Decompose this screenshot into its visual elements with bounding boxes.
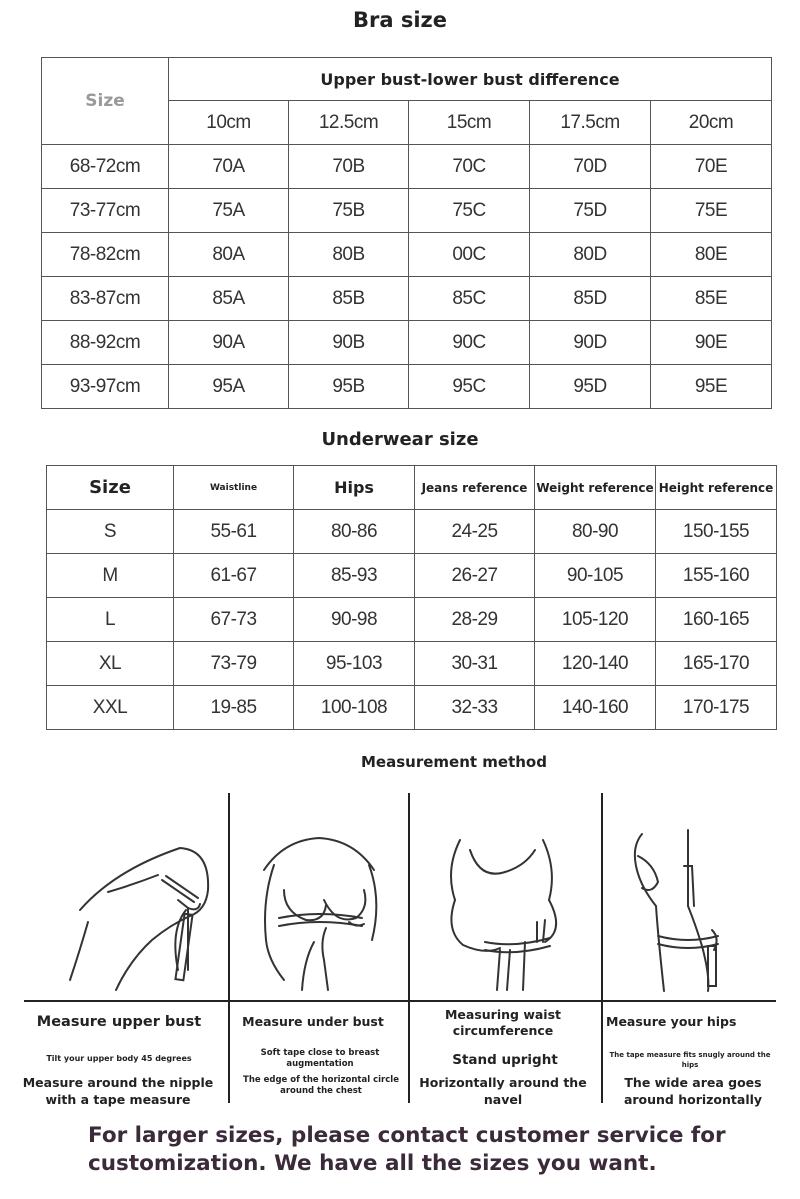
underwear-cell: 28-29 bbox=[415, 598, 535, 642]
bra-size-title: Bra size bbox=[352, 8, 447, 32]
bra-col-header: 10cm bbox=[169, 101, 289, 145]
underwear-size-cell: XXL bbox=[47, 686, 174, 730]
measurement-method-title: Measurement method bbox=[361, 753, 547, 771]
underwear-cell: 80-86 bbox=[294, 510, 415, 554]
contact-notice-line-2: customization. We have all the sizes you want. bbox=[88, 1151, 657, 1176]
waist-instruction: Horizontally around the navel bbox=[419, 1075, 587, 1107]
underwear-header-waistline: Waistline bbox=[174, 466, 294, 510]
bra-cell: 80A bbox=[169, 233, 289, 277]
bra-cell: 90E bbox=[651, 321, 772, 365]
bra-cell: 85D bbox=[530, 277, 651, 321]
upper-bust-figure bbox=[60, 830, 220, 995]
underwear-cell: 24-25 bbox=[415, 510, 535, 554]
hips-instruction: The wide area goes around horizontally bbox=[623, 1075, 763, 1107]
table-row bbox=[47, 510, 777, 554]
bra-cell: 70C bbox=[409, 145, 530, 189]
underwear-header-hips: Hips bbox=[294, 466, 415, 510]
waist-figure bbox=[425, 830, 585, 995]
underwear-cell: 140-160 bbox=[535, 686, 656, 730]
bra-cell: 95E bbox=[651, 365, 772, 409]
underwear-cell: 67-73 bbox=[174, 598, 294, 642]
bra-cell: 95A bbox=[169, 365, 289, 409]
underwear-cell: 80-90 bbox=[535, 510, 656, 554]
underwear-cell: 85-93 bbox=[294, 554, 415, 598]
underwear-header-weight: Weight reference bbox=[535, 466, 656, 510]
underwear-size-cell: L bbox=[47, 598, 174, 642]
table-row bbox=[42, 189, 772, 233]
bra-cell: 85E bbox=[651, 277, 772, 321]
contact-notice bbox=[88, 1122, 788, 1178]
bra-cell: 80D bbox=[530, 233, 651, 277]
bra-range-cell: 88-92cm bbox=[42, 321, 169, 365]
bra-size-table bbox=[41, 57, 772, 409]
underwear-header-jeans: Jeans reference bbox=[415, 466, 535, 510]
underwear-cell: 120-140 bbox=[535, 642, 656, 686]
underwear-header-height: Height reference bbox=[656, 466, 777, 510]
bra-cell: 00C bbox=[409, 233, 530, 277]
underwear-cell: 165-170 bbox=[656, 642, 777, 686]
waist-note: Stand upright bbox=[452, 1052, 558, 1068]
underwear-cell: 100-108 bbox=[294, 686, 415, 730]
bra-range-cell: 73-77cm bbox=[42, 189, 169, 233]
bra-cell: 75E bbox=[651, 189, 772, 233]
bra-range-cell: 83-87cm bbox=[42, 277, 169, 321]
underwear-cell: 26-27 bbox=[415, 554, 535, 598]
table-row bbox=[42, 365, 772, 409]
upper-bust-instruction: Measure around the nipple with a tape measure bbox=[22, 1075, 214, 1107]
underwear-cell: 90-105 bbox=[535, 554, 656, 598]
bra-cell: 70D bbox=[530, 145, 651, 189]
underwear-cell: 73-79 bbox=[174, 642, 294, 686]
bra-cell: 95B bbox=[289, 365, 409, 409]
bra-cell: 75A bbox=[169, 189, 289, 233]
under-bust-figure bbox=[244, 830, 394, 995]
underwear-cell: 95-103 bbox=[294, 642, 415, 686]
underwear-header-size: Size bbox=[47, 466, 174, 510]
table-row bbox=[42, 277, 772, 321]
bra-cell: 70B bbox=[289, 145, 409, 189]
bra-cell: 85A bbox=[169, 277, 289, 321]
bra-cell: 75D bbox=[530, 189, 651, 233]
divider bbox=[601, 793, 603, 1103]
underwear-cell: 32-33 bbox=[415, 686, 535, 730]
table-row bbox=[47, 554, 777, 598]
divider bbox=[408, 793, 410, 1103]
bra-col-header: 15cm bbox=[409, 101, 530, 145]
waist-heading: Measuring waist circumference bbox=[444, 1007, 562, 1038]
bra-cell: 90C bbox=[409, 321, 530, 365]
divider bbox=[24, 1000, 776, 1002]
bra-range-cell: 93-97cm bbox=[42, 365, 169, 409]
bra-cell: 70E bbox=[651, 145, 772, 189]
table-row bbox=[42, 321, 772, 365]
underwear-cell: 30-31 bbox=[415, 642, 535, 686]
underwear-size-cell: XL bbox=[47, 642, 174, 686]
underwear-cell: 19-85 bbox=[174, 686, 294, 730]
bra-header-row bbox=[42, 58, 772, 101]
bra-col-header: 20cm bbox=[651, 101, 772, 145]
bra-cell: 85C bbox=[409, 277, 530, 321]
underwear-size-table bbox=[46, 465, 777, 730]
bra-diff-header: Upper bust-lower bust difference bbox=[169, 58, 772, 101]
table-row bbox=[42, 145, 772, 189]
underwear-cell: 160-165 bbox=[656, 598, 777, 642]
bra-range-cell: 68-72cm bbox=[42, 145, 169, 189]
table-row bbox=[47, 686, 777, 730]
bra-cell: 95C bbox=[409, 365, 530, 409]
under-bust-heading: Measure under bust bbox=[242, 1014, 384, 1029]
underwear-cell: 155-160 bbox=[656, 554, 777, 598]
bra-size-header: Size bbox=[42, 58, 169, 145]
bra-cell: 95D bbox=[530, 365, 651, 409]
upper-bust-note: Tilt your upper body 45 degrees bbox=[46, 1054, 192, 1063]
bra-cell: 90D bbox=[530, 321, 651, 365]
bra-col-header: 17.5cm bbox=[530, 101, 651, 145]
bra-cell: 80B bbox=[289, 233, 409, 277]
hips-note: The tape measure fits snugly around the hips bbox=[609, 1051, 771, 1069]
bra-range-cell: 78-82cm bbox=[42, 233, 169, 277]
bra-cell: 70A bbox=[169, 145, 289, 189]
underwear-cell: 61-67 bbox=[174, 554, 294, 598]
upper-bust-heading: Measure upper bust bbox=[36, 1014, 202, 1030]
hips-heading: Measure your hips bbox=[606, 1014, 737, 1029]
table-row bbox=[42, 233, 772, 277]
underwear-cell: 55-61 bbox=[174, 510, 294, 554]
underwear-size-cell: M bbox=[47, 554, 174, 598]
bra-col-header: 12.5cm bbox=[289, 101, 409, 145]
hips-figure bbox=[628, 826, 748, 996]
underwear-cell: 170-175 bbox=[656, 686, 777, 730]
bra-cell: 80E bbox=[651, 233, 772, 277]
underwear-cell: 105-120 bbox=[535, 598, 656, 642]
underwear-size-title: Underwear size bbox=[321, 429, 479, 450]
under-bust-note: Soft tape close to breast augmentation bbox=[260, 1048, 380, 1069]
table-row bbox=[47, 642, 777, 686]
contact-notice-line-1: For larger sizes, please contact customer service for bbox=[88, 1123, 726, 1148]
bra-cell: 75B bbox=[289, 189, 409, 233]
bra-cell: 85B bbox=[289, 277, 409, 321]
bra-cell: 75C bbox=[409, 189, 530, 233]
divider bbox=[228, 793, 230, 1103]
under-bust-instruction: The edge of the horizontal circle around the chest bbox=[243, 1075, 399, 1096]
underwear-size-cell: S bbox=[47, 510, 174, 554]
underwear-cell: 150-155 bbox=[656, 510, 777, 554]
bra-cell: 90A bbox=[169, 321, 289, 365]
bra-cell: 90B bbox=[289, 321, 409, 365]
table-row bbox=[47, 598, 777, 642]
underwear-cell: 90-98 bbox=[294, 598, 415, 642]
underwear-header-row bbox=[47, 466, 777, 510]
